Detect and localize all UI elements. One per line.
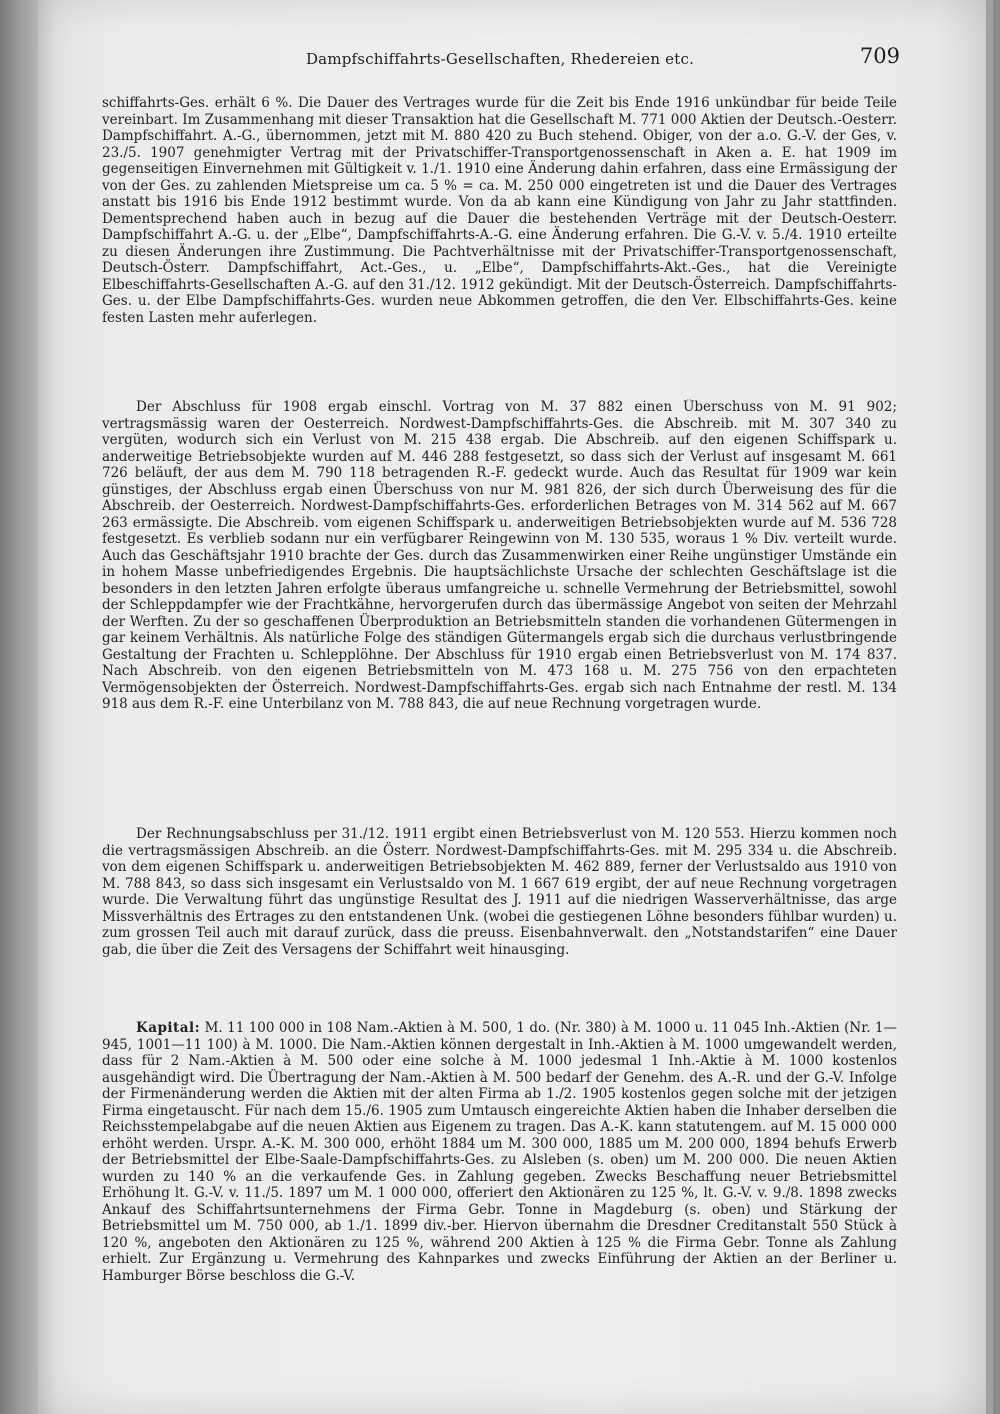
paragraph-results-1908-1910: Der Abschluss für 1908 ergab einschl. Vortrag von M. 37 882 einen Überschuss von M. 91 902; vertragsmässig waren der Oesterreich. Nordwest-Dampfschiffahrts-Ges. die Abschreib. mit M. 307 340 zu vergüten, wodurch sich ein Verlust von M. 215 438 ergab. Die Abschreib. auf den eigenen Schiffspark u. anderweitige Betriebsobjekte wurden auf M. 446 288 festgesetzt, so dass sich der Verlust auf insgesamt M. 661 726 beläuft, der aus dem M. 790 118 betragenden R.-F. gedeckt wurde. Auch das Resultat für 1909 war kein günstiges, der Abschluss ergab einen Überschuss von nur M. 981 826, der sich durch Überweisung des für die Abschreib. der Oesterreich. Nordwest-Dampfschiffahrts-Ges. erforderlichen Betrages von M. 314 562 auf M. 667 263 ermässigte. Die Abschreib. vom eigenen Schiffspark u. anderweitigen Betriebsobjekten wurde auf M. 536 728 festgesetzt. Es verblieb sodann nur ein verfügbarer Reingewinn von M. 130 535, woraus 1 % Div. verteilt wurde. Auch das Geschäftsjahr 1910 brachte der Ges. durch das Zusammenwirken einer Reihe ungünstiger Umstände ein in hohem Masse unbefriedigendes Ergebnis. Die hauptsächlichste Ursache der schlechten Geschäftslage ist die besonders in den letzten Jahren erfolgte überaus umfangreiche u. schnelle Vermehrung der Betriebsmittel, sowohl der Schleppdampfer wie der Frachtkähne, hervorgerufen durch das übermässige Angebot von seiten der Mehrzahl der Werften. Zu der so geschaffenen Überproduktion an Betriebsmitteln standen die vorhandenen Gütermengen in gar keinem Verhältnis. Als natürliche Folge des ständigen Gütermangels ergab sich die durchaus verlustbringende Gestaltung der Frachten u. Schlepplöhne. Der Abschluss für 1910 ergab einen Betriebsverlust von M. 174 837. Nach Abschreib. von den eigenen Betriebsmitteln von M. 473 168 u. M. 275 756 von den erpachteten Vermögensobjekten der Österreich. Nordwest-Dampfschiffahrts-Ges. ergab sich nach Entnahme der restl. M. 134 918 aus dem R.-F. eine Unterbilanz von M. 788 843, die auf neue Rechnung vorgetragen wurde. [102,399,897,712]
page-number: 709 [859,44,900,68]
kapital-label: Kapital: [136,1020,201,1036]
paragraph-contract: schiffahrts-Ges. erhält 6 %. Die Dauer des Vertrages wurde für die Zeit bis Ende 1916 unkündbar für beide Teile vereinbart. Im Zusammenhang mit dieser Transaktion hat die Gesellschaft M. 771 000 Aktien der Deutsch.-Oesterr. Dampfschiffahrt. A.-G., übernommen, jetzt mit M. 880 420 zu Buch stehend. Obiger, von der a.o. G.-V. der Ges, v. 23./5. 1907 genehmigter Vertrag mit der Privatschiffer-Transportgenossenschaft in Aken a. E. hat 1909 im gegenseitigen Einvernehmen mit Gültigkeit v. 1./1. 1910 eine Änderung dahin erfahren, dass eine Ermässigung der von der Ges. zu zahlenden Mietspreise um ca. 5 % = ca. M. 250 000 eingetreten ist und die Dauer des Vertrages anstatt bis 1916 bis Ende 1912 bestimmt wurde. Von da ab kann eine Kündigung von Jahr zu Jahr stattfinden. Dementsprechend haben auch in bezug auf die Dauer die bestehenden Verträge mit der Deutsch-Oesterr. Dampfschiffahrt A.-G. u. der „Elbe“, Dampfschiffahrts-A.-G. eine Änderung erfahren. Die G.-V. v. 5./4. 1910 erteilte zu diesen Änderungen ihre Zustimmung. Die Pachtverhältnisse mit der Privatschiffer-Transportgenossenschaft, Deutsch-Österr. Dampfschiffahrt, Act.-Ges., u. „Elbe“, Dampfschiffahrts-Akt.-Ges., hat die Vereinigte Elbeschiffahrts-Gesellschaften A.-G. auf den 31./12. 1912 gekündigt. Mit der Deutsch-Österreich. Dampfschiffahrts-Ges. u. der Elbe Dampfschiffahrts-Ges. wurden neue Abkommen getroffen, die den Ver. Elbschiffahrts-Ges. keine festen Lasten mehr auferlegen. [102,95,897,326]
paragraph-kapital [102,1020,897,1356]
running-head: Dampfschiffahrts-Gesellschaften, Rhedereien etc. [305,50,695,68]
body-text [102,95,897,1356]
paragraph-results-1911: Der Rechnungsabschluss per 31./12. 1911 ergibt einen Betriebsverlust von M. 120 553. Hierzu kommen noch die vertragsmässigen Abschreib. an die Österr. Nordwest-Dampfschiffahrts-Ges. mit M. 295 334 u. die Abschreib. von dem eigenen Schiffspark u. anderweitigen Betriebsobjekten M. 462 889, ferner der Verlustsaldo aus 1910 von M. 788 843, so dass sich insgesamt ein Verlustsaldo von M. 1 667 619 ergibt, der auf neue Rechnung vorgetragen wurde. Die Verwaltung führt das ungünstige Resultat des J. 1911 auf die niedrigen Wasserverhältnisse, das arge Missverhältnis des Ertrages zu den entstandenen Unk. (wobei die gestiegenen Löhne besonders fühlbar wurden) u. zum grossen Teil auch mit darauf zurück, dass die preuss. Eisenbahnverwalt. den „Notstandstarifen“ eine Dauer gab, die über die Zeit des Versagens der Schiffahrt weit hinausging. [102,826,897,958]
page-edge [986,0,993,1414]
kapital-text: M. 11 100 000 in 108 Nam.-Aktien à M. 500, 1 do. (Nr. 380) à M. 1000 u. 11 045 Inh.-Aktien (Nr. 1—945, 1001—11 100) à M. 1000. Die Nam.-Aktien können dergestalt in Inh.-Aktien à M. 1000 umgewandelt werden, dass für 2 Nam.-Aktien à M. 500 oder eine solche à M. 1000 jedesmal 1 Inh.-Aktie à M. 1000 kostenlos ausgehändigt wird. Die Übertragung der Nam.-Aktien à M. 500 bedarf der Genehm. des A.-R. und der G.-V. Infolge der Firmenänderung werden die Aktien mit der alten Firma ab 1./2. 1905 kostenlos gegen solche mit der jetzigen Firma eingetauscht. Für nach dem 15./6. 1905 zum Umtausch eingereichte Aktien haben die Inhaber derselben die Reichsstempelabgabe auf die neuen Aktien aus Eigenem zu tragen. Das A.-K. kann statutengem. auf M. 15 000 000 erhöht werden. Urspr. A.-K. M. 300 000, erhöht 1884 um M. 300 000, 1885 um M. 200 000, 1894 behufs Erwerb der Betriebsmittel der Elbe-Saale-Dampfschiffahrts-Ges. zu Alsleben (s. oben) um M. 200 000. Die neuen Aktien wurden zu 140 % an die verkaufende Ges. in Zahlung gegeben. Zwecks Beschaffung neuer Betriebsmittel Erhöhung lt. G.-V. v. 11./5. 1897 um M. 1 000 000, offeriert den Aktionären zu 125 %, lt. G.-V. v. 9./8. 1898 zwecks Ankauf des Schiffahrtsunternehmens der Firma Gebr. Tonne in Magdeburg (s. oben) und Stärkung der Betriebsmittel um M. 750 000, ab 1./1. 1899 div.-ber. Hiervon übernahm die Dresdner Creditanstalt 550 Stück à 120 %, angeboten den Aktionären zu 125 %, während 200 Aktien à 125 % die Firma Gebr. Tonne als Zahlung erhielt. Zur Ergänzung u. Vermehrung des Kahnparkes und zwecks Einführung der Aktien an der Berliner u. Hamburger Börse beschloss die G.-V. [102,1020,897,1284]
scanner-border [0,0,38,1414]
page-header [100,44,900,78]
